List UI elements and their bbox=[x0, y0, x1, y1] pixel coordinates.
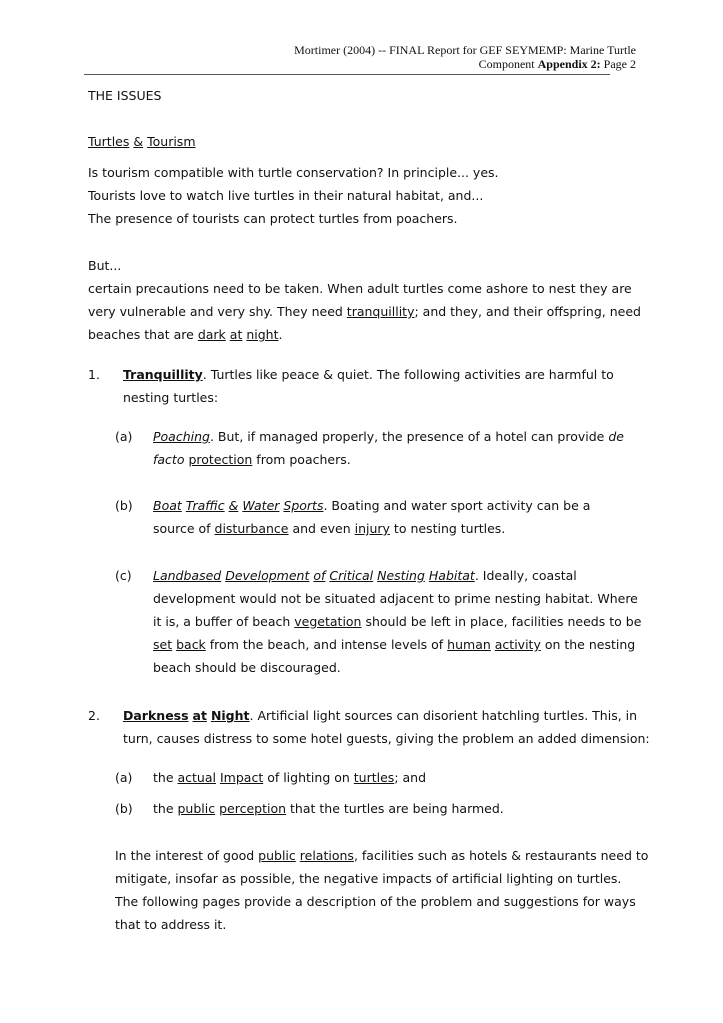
item-2b-line bbox=[153, 801, 504, 817]
closing-line-1 bbox=[115, 848, 648, 864]
item-2-line-1 bbox=[123, 708, 637, 724]
item-1a-label: (a) bbox=[115, 429, 133, 444]
item-1a-line-2 bbox=[153, 452, 351, 468]
item-1b-label: (b) bbox=[115, 498, 133, 513]
item-2-title-word: Darkness bbox=[123, 708, 189, 723]
text-run: In the interest of good bbox=[115, 848, 259, 863]
intro-line-1: Is tourism compatible with turtle conservation? In principle... yes. bbox=[88, 165, 499, 180]
underlined-term: set bbox=[153, 637, 173, 652]
text-run: . Boating and water sport activity can be a bbox=[323, 498, 591, 513]
underlined-term: Impact bbox=[219, 770, 264, 785]
closing-line-4: that to address it. bbox=[115, 917, 227, 932]
but-line: But... bbox=[88, 258, 122, 273]
item-2-title-word: Night bbox=[210, 708, 250, 723]
underlined-term: protection bbox=[188, 452, 253, 467]
item-1a-line-1 bbox=[153, 429, 624, 445]
text-run: should be left in place, facilities needs to be bbox=[361, 614, 642, 629]
underlined-term: actual bbox=[177, 770, 216, 785]
subtitle-word: & bbox=[133, 134, 144, 149]
closing-line-2: mitigate, insofar as possible, the negative impacts of artificial lighting on turtles. bbox=[115, 871, 622, 886]
underlined-term: tranquillity bbox=[346, 304, 415, 319]
item-2-number: 2. bbox=[88, 708, 100, 723]
underlined-term: relations bbox=[299, 848, 354, 863]
closing-line-3: The following pages provide a description of the problem and suggestions for ways bbox=[115, 894, 636, 909]
underlined-term: disturbance bbox=[214, 521, 289, 536]
item-1c-title-word: Landbased bbox=[153, 568, 222, 583]
item-1b-title-word: Traffic bbox=[185, 498, 225, 513]
text-run: to nesting turtles. bbox=[389, 521, 506, 536]
subtitle-word: Turtles bbox=[88, 134, 130, 149]
item-1c-title-word: Nesting bbox=[377, 568, 425, 583]
underlined-term: human bbox=[447, 637, 491, 652]
header-rule bbox=[84, 74, 610, 75]
underlined-term: injury bbox=[354, 521, 390, 536]
item-2b-label: (b) bbox=[115, 801, 133, 816]
text-run: from poachers. bbox=[252, 452, 351, 467]
item-1c-label: (c) bbox=[115, 568, 132, 583]
intro-line-2: Tourists love to watch live turtles in their natural habitat, and... bbox=[88, 188, 484, 203]
item-1a-title: Poaching bbox=[153, 429, 210, 444]
item-1c-title-word: Habitat bbox=[428, 568, 475, 583]
section-title: THE ISSUES bbox=[88, 88, 162, 103]
item-2a-label: (a) bbox=[115, 770, 133, 785]
text-run: . Turtles like peace & quiet. The following activities are harmful to bbox=[202, 367, 614, 382]
item-1c-line-5: beach should be discouraged. bbox=[153, 660, 341, 675]
text-run: and even bbox=[288, 521, 355, 536]
italic-term: facto bbox=[153, 452, 185, 467]
report-header bbox=[294, 43, 636, 71]
text-run: the bbox=[153, 770, 178, 785]
item-1c-title-word: Critical bbox=[329, 568, 374, 583]
item-2-line-2: turn, causes distress to some hotel guests, giving the problem an added dimension: bbox=[123, 731, 650, 746]
item-2-title-word: at bbox=[192, 708, 207, 723]
text-run: the bbox=[153, 801, 178, 816]
text-run: , facilities such as hotels & restaurants need to bbox=[353, 848, 649, 863]
header-line-1: Mortimer (2004) -- FINAL Report for GEF SEYMEMP: Marine Turtle bbox=[294, 43, 636, 57]
text-run: beaches that are bbox=[88, 327, 198, 342]
text-run: it is, a buffer of beach bbox=[153, 614, 295, 629]
item-1c-line-2: development would not be situated adjacent to prime nesting habitat. Where bbox=[153, 591, 638, 606]
header-page-label: Page 2 bbox=[600, 57, 636, 71]
text-run: from the beach, and intense levels of bbox=[205, 637, 448, 652]
caution-line-1: certain precautions need to be taken. When adult turtles come ashore to nest they are bbox=[88, 281, 632, 296]
item-1c-title-word: of bbox=[313, 568, 326, 583]
underlined-term: night bbox=[246, 327, 279, 342]
text-run: . Ideally, coastal bbox=[474, 568, 577, 583]
underlined-term: dark bbox=[197, 327, 226, 342]
text-run: that the turtles are being harmed. bbox=[286, 801, 504, 816]
underlined-term: turtles bbox=[353, 770, 395, 785]
italic-term: de bbox=[608, 429, 624, 444]
underlined-term: public bbox=[258, 848, 296, 863]
text-run: on the nesting bbox=[540, 637, 636, 652]
item-1b-title-word: Sports bbox=[283, 498, 324, 513]
item-1b-title-word: & bbox=[228, 498, 239, 513]
text-run: very vulnerable and very shy. They need bbox=[88, 304, 347, 319]
caution-line-2 bbox=[88, 304, 641, 320]
underlined-term: public bbox=[177, 801, 216, 816]
item-1-title: Tranquillity bbox=[123, 367, 203, 382]
item-1c-line-4 bbox=[153, 637, 635, 653]
item-1b-title-word: Boat bbox=[153, 498, 182, 513]
text-run: ; and they, and their offspring, need bbox=[414, 304, 641, 319]
text-run: ; and bbox=[394, 770, 427, 785]
caution-line-3 bbox=[88, 327, 282, 343]
intro-line-3: The presence of tourists can protect turtles from poachers. bbox=[88, 211, 458, 226]
item-1c-title-word: Development bbox=[225, 568, 310, 583]
item-1b-title-word: Water bbox=[242, 498, 280, 513]
item-1c-line-1 bbox=[153, 568, 577, 584]
item-1-line-2: nesting turtles: bbox=[123, 390, 219, 405]
text-run: source of bbox=[153, 521, 215, 536]
subtitle-turtles-tourism bbox=[88, 134, 196, 150]
item-1b-line-2 bbox=[153, 521, 505, 537]
item-2a-line bbox=[153, 770, 426, 786]
underlined-term: at bbox=[229, 327, 243, 342]
item-1-number: 1. bbox=[88, 367, 100, 382]
item-1c-line-3 bbox=[153, 614, 641, 630]
underlined-term: perception bbox=[219, 801, 287, 816]
text-run: . But, if managed properly, the presence of a hotel can provide bbox=[209, 429, 609, 444]
header-appendix-label: Appendix 2: bbox=[537, 57, 601, 71]
header-line-2 bbox=[294, 57, 636, 71]
item-1b-line-1 bbox=[153, 498, 590, 514]
text-run: . bbox=[278, 327, 283, 342]
underlined-term: activity bbox=[494, 637, 541, 652]
underlined-term: back bbox=[176, 637, 206, 652]
text-run: of lighting on bbox=[263, 770, 354, 785]
subtitle-word: Tourism bbox=[147, 134, 196, 149]
text-run: . Artificial light sources can disorient hatchling turtles. This, in bbox=[249, 708, 638, 723]
item-1-line-1 bbox=[123, 367, 614, 383]
underlined-term: vegetation bbox=[294, 614, 362, 629]
header-component-label: Component bbox=[478, 57, 538, 71]
